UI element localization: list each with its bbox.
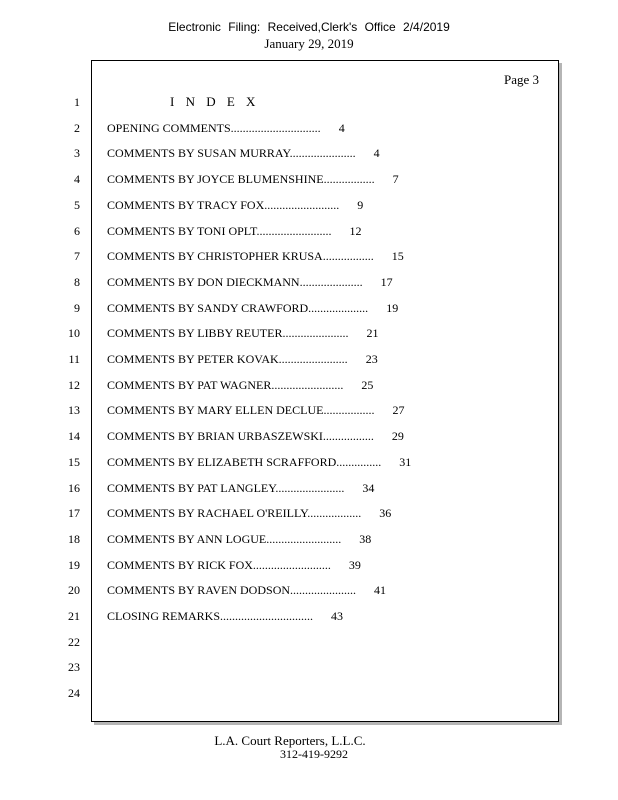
index-entry (107, 275, 393, 290)
line-number: 10 (68, 326, 80, 341)
index-entry (107, 481, 374, 496)
index-entry-page: 36 (379, 506, 392, 521)
index-entry (107, 301, 398, 316)
line-number: 6 (74, 223, 80, 238)
index-entry (107, 172, 399, 187)
line-number: 4 (74, 172, 80, 187)
index-entry-label: COMMENTS BY SANDY CRAWFORD.................... (107, 300, 369, 315)
index-entry (107, 378, 373, 393)
line-number: 19 (68, 557, 80, 572)
line-number: 5 (74, 197, 80, 212)
index-entry (107, 249, 404, 264)
index-entry-page: 29 (391, 429, 404, 444)
index-entry (107, 532, 371, 547)
index-entry-label: COMMENTS BY SUSAN MURRAY...................... (107, 146, 356, 161)
index-entry-page: 34 (362, 480, 375, 495)
index-entry (107, 403, 404, 418)
index-entry-label: OPENING COMMENTS.............................. (107, 120, 321, 135)
index-entry (107, 506, 391, 521)
index-entry-page: 9 (357, 197, 364, 212)
line-number: 24 (68, 686, 80, 701)
index-entry-page: 4 (373, 146, 380, 161)
index-entry (107, 121, 345, 136)
index-entry-label: COMMENTS BY LIBBY REUTER...................... (107, 326, 349, 341)
index-entry (107, 198, 363, 213)
index-entry-label: COMMENTS BY RACHAEL O'REILLY.................. (107, 506, 362, 521)
index-entry-label: COMMENTS BY RICK FOX.......................... (107, 557, 331, 572)
index-entry-label: COMMENTS BY ANN LOGUE......................... (107, 531, 342, 546)
index-entry-label: COMMENTS BY TONI OPLT......................... (107, 223, 332, 238)
reporter-phone: 312-419-9292 (280, 747, 348, 761)
index-entry-page: 17 (380, 274, 393, 289)
index-entry-page: 43 (331, 609, 344, 623)
index-entry-label: COMMENTS BY DON DIECKMANN..................... (107, 274, 363, 289)
index-entry-page: 39 (348, 557, 361, 572)
index-entry-page: 19 (386, 300, 399, 315)
index-entry-label: COMMENTS BY CHRISTOPHER KRUSA................. (107, 249, 374, 264)
line-number: 1 (74, 95, 80, 109)
index-entry-page: 15 (391, 249, 404, 264)
line-number: 17 (68, 506, 80, 521)
line-number: 12 (68, 377, 80, 392)
index-entry (107, 326, 378, 341)
index-entry-label: COMMENTS BY JOYCE BLUMENSHINE................. (107, 172, 375, 187)
index-entry (107, 455, 411, 470)
index-entry-page: 21 (366, 326, 379, 341)
index-entry (107, 429, 404, 444)
index-entry-page: 23 (365, 352, 378, 366)
index-entry-label: COMMENTS BY BRIAN URBASZEWSKI................. (107, 429, 374, 444)
line-number: 13 (68, 403, 80, 418)
index-entry-page: 38 (359, 531, 372, 546)
index-entry-page: 41 (374, 583, 387, 598)
index-entry (107, 146, 380, 161)
line-number: 21 (68, 609, 80, 623)
index-title: I N D E X (170, 94, 260, 109)
index-entry-label: COMMENTS BY TRACY FOX......................... (107, 197, 340, 212)
index-entry (107, 224, 361, 239)
index-entry-page: 4 (338, 120, 345, 135)
index-entry-label: COMMENTS BY PAT LANGLEY....................... (107, 480, 345, 495)
line-number: 15 (68, 454, 80, 469)
line-number: 22 (68, 634, 80, 649)
line-number: 23 (68, 660, 80, 675)
filing-header: Electronic Filing: Received,Clerk's Office 2/4/2019 (168, 20, 450, 34)
index-entry-label: COMMENTS BY PETER KOVAK....................... (107, 352, 348, 366)
filing-date: January 29, 2019 (264, 36, 354, 51)
index-entry-page: 12 (349, 223, 362, 238)
reporter-company: L.A. Court Reporters, L.L.C. (214, 733, 366, 748)
line-number: 9 (74, 300, 80, 315)
index-entry-label: COMMENTS BY RAVEN DODSON...................... (107, 583, 357, 598)
index-entry (107, 609, 343, 624)
index-entry (107, 583, 386, 598)
index-entry-page: 7 (392, 172, 399, 187)
line-number: 11 (68, 352, 80, 366)
index-entry-label: COMMENTS BY ELIZABETH SCRAFFORD............... (107, 454, 382, 469)
index-entry (107, 558, 361, 573)
line-number: 16 (68, 480, 80, 495)
line-number: 20 (68, 583, 80, 598)
line-number: 3 (74, 146, 80, 161)
line-number: 18 (68, 531, 80, 546)
index-entry-page: 27 (392, 403, 405, 418)
index-entry-label: CLOSING REMARKS............................... (107, 609, 314, 623)
index-entry-page: 25 (361, 377, 374, 392)
line-number: 14 (68, 429, 80, 444)
line-number: 7 (74, 249, 80, 264)
line-number: 2 (74, 120, 80, 135)
page-number: Page 3 (504, 72, 540, 87)
index-entry-label: COMMENTS BY PAT WAGNER........................ (107, 377, 344, 392)
index-entry (107, 352, 378, 367)
line-number: 8 (74, 274, 80, 289)
index-entry-page: 31 (399, 454, 412, 469)
index-entry-label: COMMENTS BY MARY ELLEN DECLUE................. (107, 403, 375, 418)
